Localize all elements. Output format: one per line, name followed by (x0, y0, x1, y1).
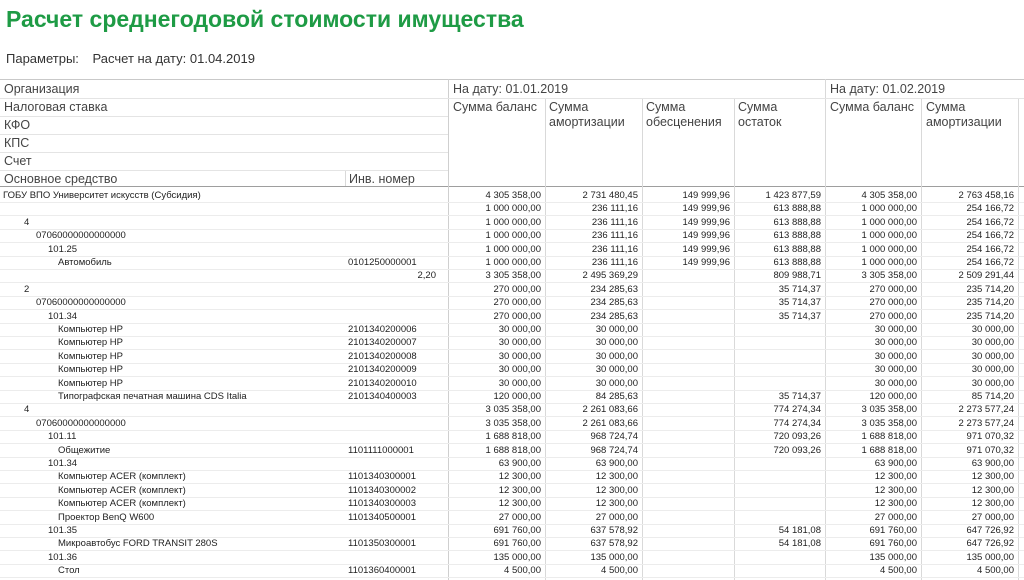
row-value: 2 261 083,66 (582, 417, 638, 429)
row-value: 12 300,00 (971, 484, 1014, 496)
row-value: 254 166,72 (966, 243, 1014, 255)
row-value: 1 000 000,00 (861, 243, 917, 255)
row-value: 2 731 480,45 (582, 190, 638, 201)
row-inv-number: 2101340200008 (348, 350, 417, 362)
row-name[interactable]: 4 (24, 216, 30, 228)
row-value: 149 999,96 (682, 203, 730, 215)
row-value: 27 000,00 (595, 511, 638, 523)
page-title: Расчет среднегодовой стоимости имущества (6, 6, 524, 32)
row-value: 235 714,20 (966, 283, 1014, 295)
row-value: 3 035 358,00 (861, 417, 917, 429)
row-value: 647 726,92 (966, 538, 1014, 550)
row-value: 135 000,00 (966, 551, 1014, 563)
col-header-residual-1: Сумма остаток (738, 100, 782, 129)
row-inv-number: 2101340200006 (348, 324, 417, 335)
row-value: 1 688 818,00 (861, 431, 917, 443)
row-value: 149 999,96 (682, 190, 730, 201)
row-value: 1 000 000,00 (861, 257, 917, 268)
row-value: 30 000,00 (874, 324, 917, 335)
header-kfo: КФО (4, 118, 31, 132)
row-name[interactable]: Микроавтобус FORD TRANSIT 280S (58, 538, 218, 550)
row-inv-number: 1101340300003 (348, 498, 416, 510)
row-value: 1 000 000,00 (485, 230, 541, 242)
row-value: 971 070,32 (966, 431, 1014, 443)
row-value: 30 000,00 (971, 324, 1014, 335)
row-value: 30 000,00 (874, 337, 917, 349)
row-value: 254 166,72 (966, 216, 1014, 228)
parameters-value: Расчет на дату: 01.04.2019 (92, 51, 255, 66)
row-name[interactable]: ГОБУ ВПО Университет искусств (Субсидия) (3, 190, 201, 201)
header-fixed-asset: Основное средство (4, 172, 118, 186)
row-value: 270 000,00 (869, 283, 917, 295)
row-name[interactable]: Компьютер ACER (комплект) (58, 471, 186, 483)
row-value: 270 000,00 (869, 310, 917, 322)
row-name[interactable]: Компьютер HP (58, 337, 124, 349)
row-value: 637 578,92 (590, 538, 638, 550)
row-value: 691 760,00 (493, 538, 541, 550)
row-value: 30 000,00 (874, 377, 917, 389)
row-value: 254 166,72 (966, 203, 1014, 215)
row-name[interactable]: Компьютер ACER (комплект) (58, 498, 186, 510)
row-value: 691 760,00 (493, 525, 541, 536)
row-value: 30 000,00 (971, 350, 1014, 362)
row-inv-number: 1101360400001 (348, 565, 416, 577)
row-value: 4 305 358,00 (485, 190, 541, 201)
row-value: 30 000,00 (971, 364, 1014, 376)
row-value: 234 285,63 (590, 310, 638, 322)
row-name[interactable]: Стол (58, 565, 80, 577)
row-value: 3 305 358,00 (485, 270, 541, 282)
row-value: 1 000 000,00 (485, 203, 541, 215)
row-value: 30 000,00 (498, 377, 541, 389)
row-value: 84 285,63 (595, 391, 638, 402)
row-value: 27 000,00 (498, 511, 541, 523)
row-value: 149 999,96 (682, 243, 730, 255)
row-name[interactable]: 2 (24, 283, 30, 295)
header-organization: Организация (4, 82, 80, 96)
row-name[interactable]: 07060000000000000 (36, 230, 126, 242)
row-name[interactable]: Компьютер HP (58, 364, 124, 376)
row-value: 12 300,00 (595, 484, 638, 496)
header-tax-rate: Налоговая ставка (4, 100, 108, 114)
parameters-label: Параметры: (6, 51, 79, 66)
row-inv-number: 2101340200010 (348, 377, 417, 389)
row-value: 236 111,16 (591, 230, 638, 242)
row-value: 63 900,00 (971, 458, 1014, 469)
row-value: 30 000,00 (498, 337, 541, 349)
row-value: 1 000 000,00 (485, 216, 541, 228)
row-value: 647 726,92 (966, 525, 1014, 536)
row-inv-number: 1101350300001 (348, 538, 416, 550)
row-value: 613 888,88 (773, 257, 821, 268)
row-value: 613 888,88 (773, 230, 821, 242)
row-name[interactable]: 101.34 (48, 458, 78, 469)
row-value: 1 423 877,59 (765, 190, 821, 201)
row-value: 2 509 291,44 (958, 270, 1014, 282)
row-name[interactable]: Общежитие (58, 444, 111, 456)
row-name[interactable]: Компьютер HP (58, 377, 124, 389)
row-inv-number: 1101340300002 (348, 484, 416, 496)
header-kps: КПС (4, 136, 30, 150)
row-value: 30 000,00 (498, 350, 541, 362)
row-value: 27 000,00 (971, 511, 1014, 523)
row-value: 254 166,72 (966, 230, 1014, 242)
row-inv-number: 1101111000001 (348, 444, 414, 456)
row-inv-number: 1101340500001 (348, 511, 416, 523)
row-name[interactable]: 101.36 (48, 551, 78, 563)
row-value: 30 000,00 (971, 377, 1014, 389)
row-value: 149 999,96 (682, 216, 730, 228)
row-value: 12 300,00 (498, 498, 541, 510)
col-header-amortization-2: Сумма амортизации (926, 100, 1002, 129)
row-value: 63 900,00 (595, 458, 638, 469)
row-value: 12 300,00 (874, 471, 917, 483)
row-inv-number: 2,20 (417, 270, 436, 282)
row-inv-number: 1101340300001 (348, 471, 416, 483)
row-value: 30 000,00 (874, 350, 917, 362)
row-value: 54 181,08 (778, 538, 821, 550)
row-value: 135 000,00 (493, 551, 541, 563)
row-name[interactable]: 101.25 (48, 243, 78, 255)
row-name[interactable]: 101.11 (48, 431, 77, 443)
row-value: 236 111,16 (591, 243, 638, 255)
row-name[interactable]: Компьютер ACER (комплект) (58, 484, 186, 496)
row-value: 12 300,00 (498, 484, 541, 496)
row-value: 1 000 000,00 (485, 257, 541, 268)
row-value: 971 070,32 (966, 444, 1014, 456)
row-value: 3 305 358,00 (861, 270, 917, 282)
row-value: 30 000,00 (595, 350, 638, 362)
row-value: 720 093,26 (773, 444, 821, 456)
row-value: 270 000,00 (869, 297, 917, 309)
row-value: 149 999,96 (682, 257, 730, 268)
row-value: 30 000,00 (498, 324, 541, 335)
row-name[interactable]: 4 (24, 404, 30, 416)
row-value: 613 888,88 (773, 203, 821, 215)
row-value: 30 000,00 (595, 364, 638, 376)
row-value: 12 300,00 (874, 484, 917, 496)
row-name[interactable]: Компьютер HP (58, 350, 124, 362)
row-value: 720 093,26 (773, 431, 821, 443)
header-date-2: На дату: 01.02.2019 (830, 82, 946, 96)
row-value: 35 714,37 (778, 310, 821, 322)
col-header-balance-1: Сумма баланс (453, 100, 537, 114)
row-value: 30 000,00 (595, 324, 638, 335)
row-value: 30 000,00 (498, 364, 541, 376)
row-value: 691 760,00 (869, 525, 917, 536)
row-value: 12 300,00 (595, 498, 638, 510)
row-value: 270 000,00 (493, 310, 541, 322)
row-value: 968 724,74 (590, 444, 638, 456)
row-value: 774 274,34 (773, 404, 821, 416)
row-value: 63 900,00 (498, 458, 541, 469)
row-value: 3 035 358,00 (861, 404, 917, 416)
row-value: 968 724,74 (590, 431, 638, 443)
row-value: 234 285,63 (590, 297, 638, 309)
row-inv-number: 2101340400003 (348, 391, 417, 402)
row-value: 1 688 818,00 (485, 431, 541, 443)
row-value: 1 000 000,00 (485, 243, 541, 255)
row-value: 135 000,00 (869, 551, 917, 563)
row-value: 4 500,00 (977, 565, 1014, 577)
row-inv-number: 2101340200007 (348, 337, 417, 349)
row-name[interactable]: 101.34 (48, 310, 78, 322)
row-value: 2 261 083,66 (582, 404, 638, 416)
row-value: 30 000,00 (971, 337, 1014, 349)
row-name[interactable]: Проектор BenQ W600 (58, 511, 155, 523)
row-value: 2 273 577,24 (958, 404, 1014, 416)
row-inv-number: 0101250000001 (348, 257, 417, 268)
row-value: 12 300,00 (971, 498, 1014, 510)
row-name[interactable]: 07060000000000000 (36, 297, 126, 309)
row-value: 4 500,00 (601, 565, 638, 577)
row-value: 27 000,00 (874, 511, 917, 523)
row-value: 12 300,00 (971, 471, 1014, 483)
row-value: 235 714,20 (966, 297, 1014, 309)
row-value: 30 000,00 (874, 364, 917, 376)
row-value: 2 763 458,16 (958, 190, 1014, 201)
row-value: 254 166,72 (966, 257, 1014, 268)
row-value: 35 714,37 (778, 391, 821, 402)
col-header-balance-2: Сумма баланс (830, 100, 914, 114)
row-value: 120 000,00 (493, 391, 541, 402)
row-value: 3 035 358,00 (485, 417, 541, 429)
row-value: 1 688 818,00 (861, 444, 917, 456)
row-value: 85 714,20 (971, 391, 1014, 402)
row-value: 235 714,20 (966, 310, 1014, 322)
header-date-1: На дату: 01.01.2019 (453, 82, 569, 96)
row-name[interactable]: 07060000000000000 (36, 417, 126, 429)
row-value: 30 000,00 (595, 337, 638, 349)
row-name[interactable]: Компьютер HP (58, 324, 124, 335)
row-value: 637 578,92 (590, 525, 638, 536)
row-value: 691 760,00 (869, 538, 917, 550)
row-value: 12 300,00 (874, 498, 917, 510)
row-value: 613 888,88 (773, 216, 821, 228)
row-value: 63 900,00 (874, 458, 917, 469)
row-value: 35 714,37 (778, 283, 821, 295)
row-value: 2 273 577,24 (958, 417, 1014, 429)
row-value: 54 181,08 (778, 525, 821, 536)
row-value: 35 714,37 (778, 297, 821, 309)
row-value: 270 000,00 (493, 297, 541, 309)
row-name[interactable]: Автомобиль (58, 257, 112, 268)
row-value: 809 988,71 (773, 270, 821, 282)
row-value: 236 111,16 (591, 257, 638, 268)
row-value: 270 000,00 (493, 283, 541, 295)
row-name[interactable]: Типографская печатная машина CDS Italia (58, 391, 247, 402)
row-value: 236 111,16 (591, 203, 638, 215)
header-account: Счет (4, 154, 32, 168)
row-value: 1 000 000,00 (861, 216, 917, 228)
row-value: 30 000,00 (595, 377, 638, 389)
row-value: 774 274,34 (773, 417, 821, 429)
row-value: 135 000,00 (590, 551, 638, 563)
row-value: 12 300,00 (595, 471, 638, 483)
row-value: 4 500,00 (880, 565, 917, 577)
row-value: 1 688 818,00 (485, 444, 541, 456)
row-inv-number: 2101340200009 (348, 364, 417, 376)
row-value: 4 500,00 (504, 565, 541, 577)
header-inv-number: Инв. номер (349, 172, 415, 186)
col-header-impairment-1: Сумма обесценения (646, 100, 722, 129)
row-value: 236 111,16 (591, 216, 638, 228)
row-value: 234 285,63 (590, 283, 638, 295)
row-value: 120 000,00 (869, 391, 917, 402)
row-value: 1 000 000,00 (861, 203, 917, 215)
row-value: 2 495 369,29 (582, 270, 638, 282)
row-value: 149 999,96 (682, 230, 730, 242)
row-value: 1 000 000,00 (861, 230, 917, 242)
col-header-amortization-1: Сумма амортизации (549, 100, 625, 129)
row-value: 4 305 358,00 (861, 190, 917, 201)
row-value: 12 300,00 (498, 471, 541, 483)
row-name[interactable]: 101.35 (48, 525, 78, 536)
row-value: 613 888,88 (773, 243, 821, 255)
row-value: 3 035 358,00 (485, 404, 541, 416)
